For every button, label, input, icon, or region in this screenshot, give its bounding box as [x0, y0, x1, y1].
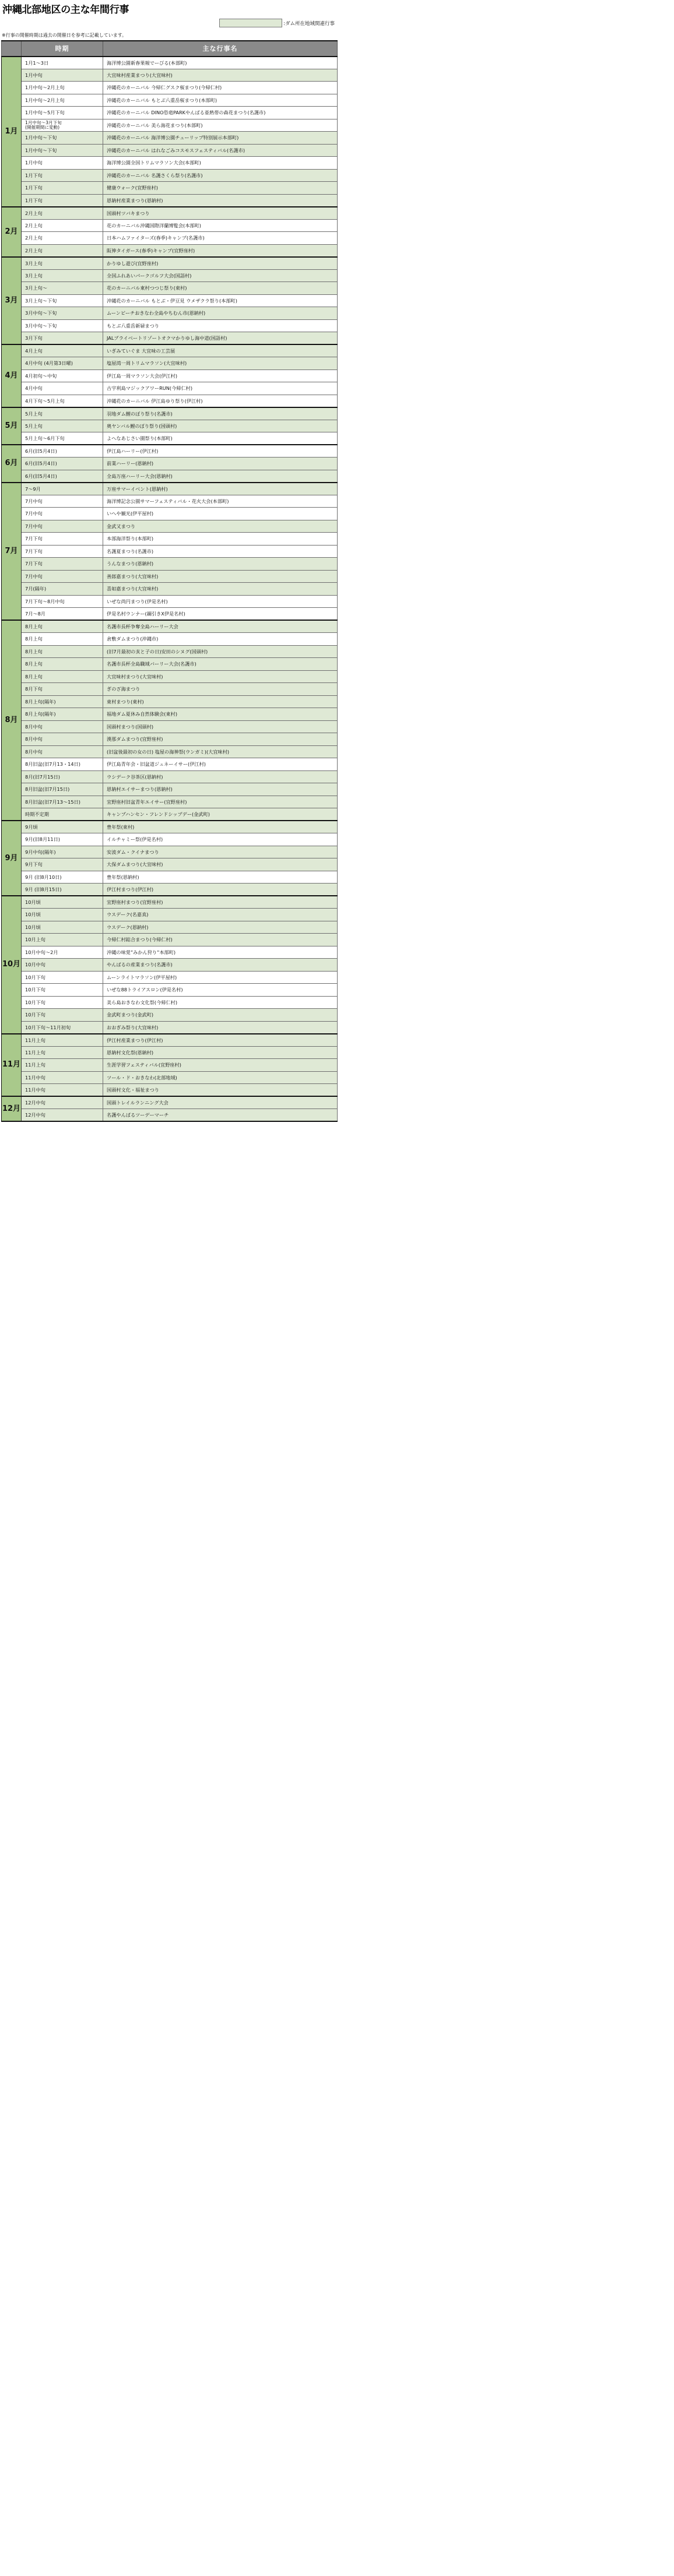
table-row	[2, 808, 338, 821]
column-header-date: 時期	[22, 41, 103, 57]
event-date: 7月～8月	[22, 608, 103, 621]
event-name: 伊江村産業まつり(伊江村)	[103, 1034, 338, 1047]
event-date: 6月(旧5月4日)	[22, 458, 103, 470]
table-row	[2, 770, 338, 783]
event-name: 阪神タイガース(春季)キャンプ(宜野座村)	[103, 244, 338, 257]
table-row	[2, 670, 338, 683]
event-date: 1月下旬	[22, 194, 103, 207]
table-row	[2, 294, 338, 307]
month-label-11: 11月	[2, 1034, 22, 1097]
event-name: ウスデーク(名嘉真)	[103, 909, 338, 921]
event-name: 名護やんばるツーデーマーチ	[103, 1109, 338, 1122]
event-name: 金武町まつり(金武町)	[103, 1009, 338, 1022]
event-date: 8月中旬	[22, 745, 103, 758]
event-date: 10月下旬～11月初旬	[22, 1021, 103, 1034]
table-row	[2, 520, 338, 533]
event-name: 名護夏まつり(名護市)	[103, 545, 338, 558]
event-date: 5月上旬	[22, 407, 103, 420]
event-date: 4月中旬 (4月第3日曜)	[22, 357, 103, 370]
table-row	[2, 909, 338, 921]
table-row	[2, 871, 338, 884]
event-date: 2月上旬	[22, 244, 103, 257]
event-date: 1月1～3日	[22, 57, 103, 69]
table-row	[2, 583, 338, 596]
table-row	[2, 344, 338, 357]
table-row	[2, 1021, 338, 1034]
event-date: 8月旧盆(旧7月13～15日)	[22, 796, 103, 808]
event-name: 古宇利島マジックアワーRUN(今帰仁村)	[103, 382, 338, 395]
table-body	[2, 57, 338, 1122]
table-row	[2, 896, 338, 909]
event-name: 名護市長杯全島職域バーリー大会(名護市)	[103, 658, 338, 671]
table-row	[2, 1009, 338, 1022]
event-name: 伊江村まつり(伊江村)	[103, 884, 338, 896]
table-row	[2, 232, 338, 245]
table-row	[2, 570, 338, 583]
event-name: 今帰仁村総合まつり(今帰仁村)	[103, 934, 338, 946]
table-row	[2, 620, 338, 633]
event-date: 3月中旬～下旬	[22, 307, 103, 320]
event-date: 8月上旬	[22, 633, 103, 646]
event-date: 9月 (旧8月10日)	[22, 871, 103, 884]
event-date: 8月上旬	[22, 620, 103, 633]
table-row	[2, 758, 338, 771]
event-date: 3月上旬	[22, 269, 103, 282]
event-date: 10月上旬	[22, 934, 103, 946]
table-row	[2, 545, 338, 558]
event-date: 1月中旬	[22, 69, 103, 82]
month-label-10: 10月	[2, 896, 22, 1034]
event-name: 恩納村文化祭(恩納村)	[103, 1046, 338, 1059]
event-date: 3月上旬～	[22, 282, 103, 295]
event-name: 本部海洋祭り(本部町)	[103, 533, 338, 546]
event-date: 8月上旬	[22, 670, 103, 683]
table-row	[2, 1046, 338, 1059]
table-row	[2, 244, 338, 257]
table-row	[2, 595, 338, 608]
table-row	[2, 57, 338, 69]
event-name: 喜如嘉まつり(大宜味村)	[103, 583, 338, 596]
event-name: もとぶ八重岳新緑まつり	[103, 319, 338, 332]
event-name: 宜野座村まつり(宜野座村)	[103, 896, 338, 909]
event-date: 5月上旬～6月下旬	[22, 432, 103, 445]
event-name: ムーンビーチおきなわ全島やちむん市(恩納村)	[103, 307, 338, 320]
month-label-2: 2月	[2, 207, 22, 257]
event-date: 1月下旬	[22, 169, 103, 182]
event-date: 11月中旬	[22, 1071, 103, 1084]
event-date: 2月上旬	[22, 232, 103, 245]
event-name: 東村まつり(東村)	[103, 695, 338, 708]
event-name: 豊年祭(恩納村)	[103, 871, 338, 884]
event-date: 9月中旬(隔年)	[22, 846, 103, 858]
event-name: かりゆし遊び(宜野座村)	[103, 257, 338, 270]
table-row	[2, 858, 338, 871]
table-row	[2, 1084, 338, 1097]
column-header-event: 主な行事名	[103, 41, 338, 57]
table-row	[2, 745, 338, 758]
event-date: 8月(旧7月15日)	[22, 770, 103, 783]
table-row	[2, 219, 338, 232]
event-name: 漢那ダムまつり(宜野座村)	[103, 733, 338, 746]
event-date: 8月中旬	[22, 733, 103, 746]
event-date: 10月中旬～2月	[22, 946, 103, 959]
table-row	[2, 169, 338, 182]
table-row	[2, 921, 338, 934]
table-row	[2, 420, 338, 432]
event-date: 7月下旬	[22, 545, 103, 558]
event-date: 11月上旬	[22, 1046, 103, 1059]
event-date: 7月中旬	[22, 520, 103, 533]
event-name: 金武又まつり	[103, 520, 338, 533]
event-name: 大宜味村産業まつり(大宜味村)	[103, 69, 338, 82]
table-row	[2, 395, 338, 407]
month-label-9: 9月	[2, 821, 22, 896]
event-date: 7月(隔年)	[22, 583, 103, 596]
month-label-1: 1月	[2, 57, 22, 207]
event-name: 沖縄花のカーニバル 今帰仁グスク桜まつり(今帰仁村)	[103, 82, 338, 94]
event-date: 9月 (旧8月15日)	[22, 884, 103, 896]
event-name: 沖縄花のカーニバル 名護さくら祭り(名護市)	[103, 169, 338, 182]
legend-color-swatch	[219, 19, 282, 27]
month-label-6: 6月	[2, 445, 22, 483]
legend-label: :ダム所在地域関連行事	[283, 20, 335, 27]
event-date: 1月下旬	[22, 182, 103, 195]
event-name: よへなあじさい園祭り(本部町)	[103, 432, 338, 445]
table-row	[2, 432, 338, 445]
table-row	[2, 94, 338, 107]
table-row	[2, 558, 338, 571]
event-name: 沖縄の味覚”みかん狩り”本部町)	[103, 946, 338, 959]
event-name: 羽地ダム鯉のぼり祭り(名護市)	[103, 407, 338, 420]
event-name: 奥ヤンバル鯉のぼり祭り(国頭村)	[103, 420, 338, 432]
event-date: 10月下旬	[22, 971, 103, 984]
event-date: 4月下旬～5月上旬	[22, 395, 103, 407]
table-row	[2, 332, 338, 345]
table-row	[2, 82, 338, 94]
event-date: 9月頃	[22, 821, 103, 833]
table-row	[2, 445, 338, 458]
event-name: 恩納村エイサーまつり(恩納村)	[103, 783, 338, 796]
event-date: 10月下旬	[22, 996, 103, 1009]
table-row	[2, 182, 338, 195]
table-row	[2, 934, 338, 946]
table-row	[2, 69, 338, 82]
note-text: ※行事の開催時期は過去の開催日を参考に記載しています。	[2, 32, 127, 38]
event-date: 1月中旬～5月下旬	[22, 107, 103, 119]
event-date: 10月頃	[22, 896, 103, 909]
event-name: ウシデーク谷茶区(恩納村)	[103, 770, 338, 783]
table-row	[2, 1109, 338, 1122]
table-row	[2, 708, 338, 721]
event-name: 健康ウォーク(宜野座村)	[103, 182, 338, 195]
event-name: 伊江島一周マラソン大会(伊江村)	[103, 369, 338, 382]
table-row	[2, 1034, 338, 1047]
event-name: 前業ハーリー(恩納村)	[103, 458, 338, 470]
month-label-8: 8月	[2, 620, 22, 821]
legend	[1, 17, 337, 30]
event-name: ぎのざ海まつり	[103, 683, 338, 696]
event-date: 時期不定期	[22, 808, 103, 821]
event-date: 1月中旬～2月上旬	[22, 82, 103, 94]
month-label-5: 5月	[2, 407, 22, 445]
event-date: 11月上旬	[22, 1034, 103, 1047]
event-date: 3月下旬	[22, 332, 103, 345]
table-row	[2, 658, 338, 671]
table-row	[2, 144, 338, 157]
event-name: 沖縄花のカーニバル 海洋博公園チューリップ特別展示本部町)	[103, 132, 338, 145]
event-name: 倉敷ダムまつり(沖縄市)	[103, 633, 338, 646]
table-row	[2, 683, 338, 696]
event-date: 7月中旬	[22, 495, 103, 508]
event-name: 豊年祭(東村)	[103, 821, 338, 833]
event-name: 善郎嘉まつり(大宜味村)	[103, 570, 338, 583]
event-name: 伊是名村ウンナー(綱引きX伊是名村)	[103, 608, 338, 621]
event-name: 花のカーニバル沖縄国際洋蘭博覧会(本部町)	[103, 219, 338, 232]
event-name: (旧7月最初の亥と子の日)安田のシヌグ(国頭村)	[103, 645, 338, 658]
table-row	[2, 833, 338, 846]
event-date: 8月上旬	[22, 645, 103, 658]
table-row	[2, 269, 338, 282]
event-name: 美ら島おきなわ文化祭(今帰仁村)	[103, 996, 338, 1009]
table-row	[2, 821, 338, 833]
event-date: 8月下旬	[22, 683, 103, 696]
event-name: 安波ダム・クイナまつり	[103, 846, 338, 858]
event-name: うんなまつり(恩納村)	[103, 558, 338, 571]
event-name: ツール・ド・おきなわ(北部地域)	[103, 1071, 338, 1084]
event-name: イルチャミー祭(伊是名村)	[103, 833, 338, 846]
event-date: 7～9月	[22, 483, 103, 495]
event-name: 国頭トレイルランニング大会	[103, 1096, 338, 1109]
event-name: 沖縄花のカーニバル DINO恐竜PARKやんばる亜熱帯の森花まつり(名護市)	[103, 107, 338, 119]
event-name: 万座サマーイベント(恩納村)	[103, 483, 338, 495]
event-name: やんばるの産業まつり(名護市)	[103, 959, 338, 972]
event-date: 1月中旬～下旬	[22, 132, 103, 145]
page-root	[0, 0, 337, 1122]
event-name: 国頭村文化・福祉まつり	[103, 1084, 338, 1097]
event-date: 2月上旬	[22, 207, 103, 220]
table-row	[2, 132, 338, 145]
event-name: ウスデーク(恩納村)	[103, 921, 338, 934]
event-name: 生涯学習フェスティバル(宜野座村)	[103, 1059, 338, 1072]
annual-events-table	[1, 40, 338, 1122]
table-row	[2, 783, 338, 796]
month-label-4: 4月	[2, 344, 22, 407]
table-row	[2, 407, 338, 420]
event-name: キャンプハンセン・フレンドシップデー(金武町)	[103, 808, 338, 821]
event-date: 1月中旬	[22, 157, 103, 170]
event-name: いぜな尚円まつり(伊是名村)	[103, 595, 338, 608]
event-date: 12月中旬	[22, 1109, 103, 1122]
month-label-7: 7月	[2, 483, 22, 621]
table-header	[2, 41, 338, 57]
page-title: 沖縄北部地区の主な年間行事	[2, 4, 129, 16]
column-header-month	[2, 41, 22, 57]
event-date: 8月上旬(隔年)	[22, 708, 103, 721]
event-name: おおぎみ祭り(大宜味村)	[103, 1021, 338, 1034]
table-row	[2, 533, 338, 546]
table-row	[2, 959, 338, 972]
table-row	[2, 633, 338, 646]
event-name: 塩屋湾一周トリムマラソン(大宜味村)	[103, 357, 338, 370]
table-row	[2, 884, 338, 896]
event-date: 11月中旬	[22, 1084, 103, 1097]
table-row	[2, 307, 338, 320]
table-row	[2, 157, 338, 170]
event-name: ムーンライトマラソン(伊平屋村)	[103, 971, 338, 984]
table-row	[2, 645, 338, 658]
event-name: 海洋博公園全国トリムマラソン大会(本部町)	[103, 157, 338, 170]
event-name: いぜな88トライアスロン(伊是名村)	[103, 984, 338, 997]
event-name: 伊江島青年会・旧盆道ジュネーイサー(伊江村)	[103, 758, 338, 771]
event-name: 日本ハムファイターズ(春季)キャンプ(名護市)	[103, 232, 338, 245]
table-row	[2, 119, 338, 132]
event-name: 海洋博公園新春果報でーびる(本部町)	[103, 57, 338, 69]
table-row	[2, 733, 338, 746]
event-name: 国頭村まつり(国頭村)	[103, 720, 338, 733]
table-row	[2, 1096, 338, 1109]
table-row	[2, 796, 338, 808]
event-date: 7月中旬	[22, 508, 103, 520]
table-row	[2, 846, 338, 858]
event-date: 7月下旬	[22, 558, 103, 571]
table-row	[2, 282, 338, 295]
table-row	[2, 369, 338, 382]
event-date: 7月中旬	[22, 570, 103, 583]
event-name: 花のカーニバル東村つつじ祭り(東村)	[103, 282, 338, 295]
table-row	[2, 608, 338, 621]
event-name: いぎみていぐま 大宜味の工芸展	[103, 344, 338, 357]
event-name: 沖縄花のカーニバル 美ら海花まつり(本部町)	[103, 119, 338, 132]
event-date: 9月(旧8月11日)	[22, 833, 103, 846]
table-row	[2, 508, 338, 520]
table-row	[2, 194, 338, 207]
event-date: 3月中旬～下旬	[22, 319, 103, 332]
event-name: 大宜味村まつり(大宜味村)	[103, 670, 338, 683]
event-name: 沖縄花のカーニバル はれなごみコスモスフェスティバル(名護市)	[103, 144, 338, 157]
event-name: 国頭村ツバキまつり	[103, 207, 338, 220]
event-date: 10月頃	[22, 921, 103, 934]
table-row	[2, 382, 338, 395]
event-date: 1月中旬～3月下旬 (開催期間に変動)	[22, 119, 103, 132]
event-name: 全島万座ハーリー大会(恩納村)	[103, 470, 338, 483]
event-date: 2月上旬	[22, 219, 103, 232]
event-date: 7月下旬	[22, 533, 103, 546]
event-date: 8月旧盆(旧7月13・14日)	[22, 758, 103, 771]
event-name: 恩納村産業まつり(恩納村)	[103, 194, 338, 207]
event-date: 8月中旬	[22, 720, 103, 733]
table-row	[2, 720, 338, 733]
event-date: 8月上旬	[22, 658, 103, 671]
event-date: 5月上旬	[22, 420, 103, 432]
table-row	[2, 458, 338, 470]
table-row	[2, 495, 338, 508]
event-date: 12月中旬	[22, 1096, 103, 1109]
table-row	[2, 470, 338, 483]
event-date: 3月上旬	[22, 257, 103, 270]
table-row	[2, 996, 338, 1009]
table-row	[2, 483, 338, 495]
event-date: 11月上旬	[22, 1059, 103, 1072]
event-date: 1月中旬～下旬	[22, 144, 103, 157]
event-name: いへや観光(伊平屋村)	[103, 508, 338, 520]
table-row	[2, 107, 338, 119]
event-date: 4月初旬～中旬	[22, 369, 103, 382]
event-name: JALプライベートリゾートオクマかりゆし海中道(国語村)	[103, 332, 338, 345]
event-name: 福地ダム夏休み自然体験会(東村)	[103, 708, 338, 721]
table-row	[2, 357, 338, 370]
event-date: 6月(旧5月4日)	[22, 445, 103, 458]
event-date: 10月頃	[22, 909, 103, 921]
table-row	[2, 946, 338, 959]
event-name: 沖縄花のカーニバル もとぶ・伊豆見 ウメザクラ祭り(本部町)	[103, 294, 338, 307]
month-label-12: 12月	[2, 1096, 22, 1121]
event-date: 1月中旬～2月上旬	[22, 94, 103, 107]
table-row	[2, 984, 338, 997]
event-date: 4月中旬	[22, 382, 103, 395]
event-date: 10月下旬	[22, 984, 103, 997]
event-name: 伊江島ハーリー(伊江村)	[103, 445, 338, 458]
table-row	[2, 971, 338, 984]
month-label-3: 3月	[2, 257, 22, 345]
event-name: 大保ダムまつり(大宜味村)	[103, 858, 338, 871]
event-date: 10月中旬	[22, 959, 103, 972]
event-date: 9月下旬	[22, 858, 103, 871]
event-name: (旧盆後最初の女の日) 塩屋の海神祭(ウンガミ)(大宜味村)	[103, 745, 338, 758]
event-date: 4月上旬	[22, 344, 103, 357]
event-date: 7月下旬～8月中旬	[22, 595, 103, 608]
event-name: 沖縄花のカーニバル もとぶ八重岳桜まつり(本部町)	[103, 94, 338, 107]
event-date: 3月上旬～下旬	[22, 294, 103, 307]
event-date: 8月旧盆(旧7月15日)	[22, 783, 103, 796]
event-name: 名護市長杯争奪全島ハーリー大会	[103, 620, 338, 633]
event-date: 10月下旬	[22, 1009, 103, 1022]
table-row	[2, 257, 338, 270]
table-row	[2, 1059, 338, 1072]
event-name: 宜野座村旧盆青年エイサー(宜野座村)	[103, 796, 338, 808]
event-name: 沖縄花のカーニバル 伊江島ゆり祭り(伊江村)	[103, 395, 338, 407]
event-date: 8月上旬(隔年)	[22, 695, 103, 708]
event-name: 海洋博記念公園サマーフェスティバル・花火大会(本部町)	[103, 495, 338, 508]
event-date: 6月(旧5月4日)	[22, 470, 103, 483]
table-row	[2, 207, 338, 220]
table-row	[2, 1071, 338, 1084]
event-name: 全国ふれあいパークゴルフ大会(国語村)	[103, 269, 338, 282]
table-row	[2, 695, 338, 708]
table-row	[2, 319, 338, 332]
